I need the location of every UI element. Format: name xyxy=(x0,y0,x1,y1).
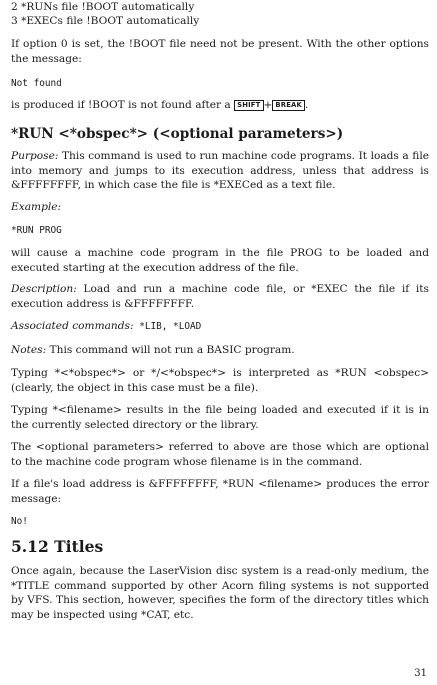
break-key: BREAK xyxy=(272,100,305,111)
purpose-text: This command is used to run machine code programs. It loads a file into memory and jumps to its execution address, unless that address is &FFFFFFFF, in which case the file is *EXECed as a text file. xyxy=(11,150,429,192)
associated-commands xyxy=(11,319,201,334)
description-text: Load and run a machine code file, or *EXEC the file if its execution address is &FFFFFFFF. xyxy=(11,283,429,310)
shift-key: SHIFT xyxy=(234,100,263,111)
purpose-label: Purpose: xyxy=(11,150,59,162)
purpose-paragraph xyxy=(11,149,429,193)
produced-end: . xyxy=(304,99,309,111)
description-paragraph xyxy=(11,282,429,311)
associated-label: Associated commands: xyxy=(11,320,134,332)
page-number: 31 xyxy=(414,668,427,679)
associated-text: *LIB, *LOAD xyxy=(133,321,202,332)
message-not-found: Not found xyxy=(11,78,62,89)
description-label: Description: xyxy=(11,283,77,295)
paragraph-produced xyxy=(11,98,429,113)
run-command-heading: *RUN <*obspec*> (<optional parameters>) xyxy=(11,126,344,142)
list-item: 3 *EXECs file !BOOT automatically xyxy=(11,15,200,27)
section-paragraph: Once again, because the LaserVision disc system is a read-only medium, the *TITLE command supported by other Acorn filing systems is not supported by VFS. This section, however, specifies the form of the directory titles which may be inspected using *CAT, etc. xyxy=(11,565,429,621)
example-label: Example: xyxy=(11,201,62,213)
optional-params-paragraph: The <optional parameters> referred to above are those which are optional to the machine code program whose filename is in the command. xyxy=(11,441,429,468)
plus-sign: + xyxy=(263,99,273,111)
notes-text: This command will not run a BASIC program. xyxy=(46,344,295,356)
load-address-paragraph: If a file's load address is &FFFFFFFF, *RUN <filename> produces the error message: xyxy=(11,478,429,505)
message-no: No! xyxy=(11,516,28,527)
list-item: 2 *RUNs file !BOOT automatically xyxy=(11,1,195,13)
produced-text: is produced if !BOOT is not found after a xyxy=(11,99,235,111)
notes-label: Notes: xyxy=(11,344,47,356)
example-description: will cause a machine code program in the file PROG to be loaded and executed starting at the execution address of the file. xyxy=(11,247,429,274)
section-heading: 5.12 Titles xyxy=(11,537,104,556)
notes-paragraph xyxy=(11,343,295,358)
paragraph-option0: If option 0 is set, the !BOOT file need not be present. With the other options the message: xyxy=(11,38,429,65)
example-code: *RUN PROG xyxy=(11,225,62,236)
typing-paragraph-1: Typing *<*obspec*> or */<*obspec*> is interpreted as *RUN <obspec> (clearly, the object in this case must be a file). xyxy=(11,367,429,394)
typing-paragraph-2: Typing *<filename> results in the file being loaded and executed if it is in the currently selected directory or the library. xyxy=(11,404,429,431)
